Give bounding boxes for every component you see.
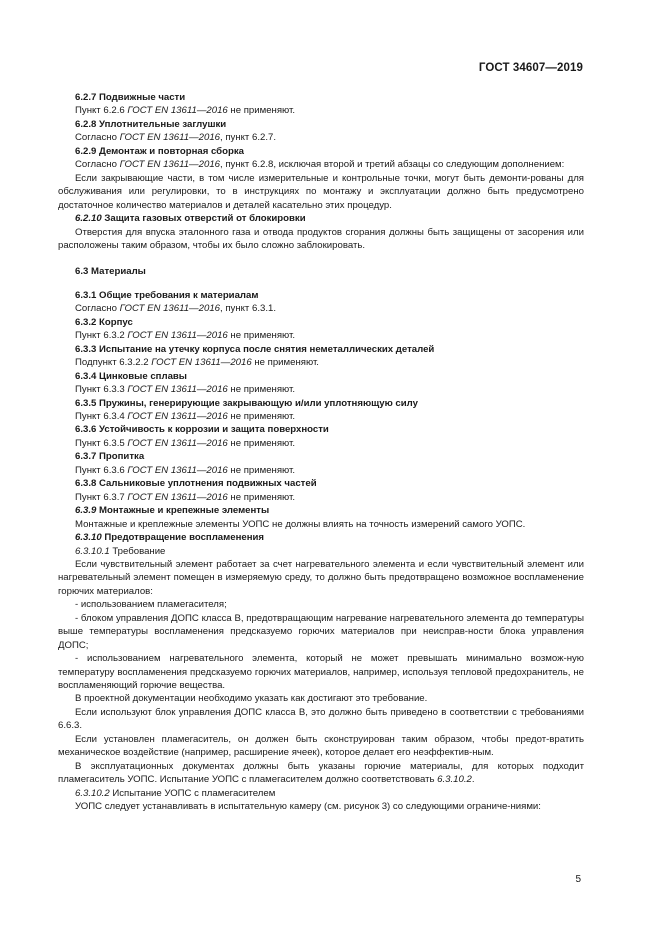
section-number: 6.2.9: [75, 145, 97, 157]
text-run: Согласно: [75, 132, 120, 144]
paragraph: Если закрывающие части, в том числе измерительные и контрольные точки, могут быть демонти-рованы для обслуживания или регулировки, то в инструкциях по монтажу и эксплуатации должно быть предусмотрено достаточное количество материалов и деталей касательно этих процедур.: [58, 172, 584, 211]
section-heading: [58, 504, 584, 517]
paragraph: Монтажные и креплежные элементы УОПС не должны влиять на точность измерений самого УОПС.: [75, 518, 526, 530]
paragraph: [58, 158, 584, 171]
section-title: Пропитка: [99, 451, 145, 463]
text-run: Пункт 6.3.7: [75, 491, 128, 503]
section-heading: [58, 316, 584, 329]
section-heading: [58, 91, 584, 104]
section-title: Испытание на утечку корпуса после снятия неметаллических деталей: [99, 343, 435, 355]
subsection-heading: [58, 545, 584, 558]
standard-reference: ГОСТ EN 13611—2016: [119, 132, 220, 144]
section-heading: [58, 450, 584, 463]
paragraph: В проектной документации необходимо указать как достигают это требование.: [75, 693, 428, 705]
section-number: 6.3: [75, 266, 89, 278]
text-run: не применяют.: [227, 464, 296, 476]
subsection-number: 6.3.10.2: [75, 787, 110, 799]
paragraph: [58, 437, 584, 450]
section-title: Монтажные и крепежные элементы: [99, 505, 270, 517]
standard-reference: ГОСТ EN 13611—2016: [127, 464, 228, 476]
text-run: Пункт 6.3.3: [75, 384, 128, 396]
paragraph: Если установлен пламегаситель, он должен быть сконструирован таким образом, чтобы предот-вратить механическое воздействие (например, расширение ячеек), которое делает его неэффектив-ным.: [58, 733, 584, 759]
paragraph: - блоком управления ДОПС класса В, предотвращающим нагревание нагревательного элемента до температуры выше температуры воспламенения предсказуемо горючих материалов при неисправ-ности блока управления ДОПС;: [58, 612, 584, 651]
section-title: Уплотнительные заглушки: [99, 118, 227, 130]
standard-reference: ГОСТ EN 13611—2016: [127, 491, 228, 503]
paragraph: [58, 464, 584, 477]
section-heading: [58, 370, 584, 383]
section-title: Материалы: [91, 266, 146, 278]
standard-reference: ГОСТ EN 13611—2016: [127, 410, 228, 422]
standard-reference: ГОСТ EN 13611—2016: [127, 437, 228, 449]
section-title: Общие требования к материалам: [99, 289, 259, 301]
text-run: Пункт 6.3.5: [75, 437, 128, 449]
text-run: Пункт 6.3.4: [75, 410, 128, 422]
section-title: Защита газовых отверстий от блокировки: [104, 213, 306, 225]
section-title: Демонтаж и повторная сборка: [99, 145, 244, 157]
standard-reference: ГОСТ EN 13611—2016: [119, 159, 220, 171]
text-run: не применяют.: [227, 384, 296, 396]
section-title: Предотвращение воспламенения: [104, 532, 264, 544]
subsection-title: Испытание УОПС с пламегасителем: [112, 787, 276, 799]
text-run: Пункт 6.3.6: [75, 464, 128, 476]
section-heading: [58, 289, 584, 302]
paragraph: Отверстия для впуска эталонного газа и отвода продуктов сгорания должны быть защищены от засорения или расположены таким образом, чтобы их было сложно заблокировать.: [58, 226, 584, 251]
standard-reference: ГОСТ EN 13611—2016: [151, 357, 252, 369]
section-number: 6.3.1: [75, 289, 97, 301]
text-run: , пункт 6.2.7.: [220, 132, 276, 144]
text-run: .: [471, 774, 475, 786]
document-header: ГОСТ 34607—2019: [478, 62, 583, 74]
standard-reference: ГОСТ EN 13611—2016: [127, 330, 228, 342]
section-heading: [58, 531, 584, 544]
section-number: 6.2.7: [75, 92, 97, 103]
paragraph: [58, 760, 584, 787]
text-run: , пункт 6.2.8, исключая второй и третий абзацы со следующим дополнением:: [220, 159, 565, 171]
standard-reference: ГОСТ EN 13611—2016: [127, 105, 228, 117]
subsection-number: 6.3.10.1: [75, 545, 110, 557]
section-number: 6.3.3: [75, 343, 97, 355]
text-run: не применяют.: [227, 330, 296, 342]
text-run: Согласно: [75, 159, 120, 171]
text-run: не применяют.: [227, 491, 296, 503]
paragraph: [58, 104, 584, 117]
section-title: Устойчивость к коррозии и защита поверхности: [99, 424, 329, 436]
paragraph: - использованием пламегасителя;: [75, 599, 227, 611]
section-heading: [58, 118, 584, 131]
spacer: [58, 252, 584, 265]
section-title: Пружины, генерирующие закрывающую и/или уплотняющую силу: [99, 397, 418, 409]
text-run: В эксплуатационных документах должны быть указаны горючие материалы, для которых подходит пламегаситель УОПС. Испытание УОПС с пламегасителем должно соответствовать: [58, 760, 584, 786]
paragraph: - использованием нагревательного элемента, который не может превышать минимально возмож-ную температуру воспламенения предсказуемо горючих материалов, например, используя тепловой предохранитель, не воспламеняющий горючие вещества.: [58, 653, 584, 692]
subsection-title: Требование: [112, 545, 166, 557]
paragraph: Если используют блок управления ДОПС класса В, это должно быть приведено в соответствии с требованиями 6.6.3.: [58, 706, 584, 732]
paragraph: [58, 383, 584, 396]
text-run: Пункт 6.2.6: [75, 105, 128, 117]
paragraph: [58, 131, 584, 144]
paragraph: [58, 491, 584, 504]
section-heading: [58, 265, 584, 278]
section-title: Корпус: [99, 316, 133, 328]
text-run: Согласно: [75, 303, 120, 315]
paragraph: Если чувствительный элемент работает за счет нагревательного элемента и если чувствительный элемент или нагревательный элемент помещен в измеряемую среду, то должно быть предотвращено возможное воспламенение горючих материалов:: [58, 558, 584, 597]
section-number: 6.2.10: [75, 213, 102, 225]
standard-reference: ГОСТ EN 13611—2016: [127, 384, 228, 396]
clause-reference: 6.3.10.2: [437, 774, 472, 786]
paragraph: [58, 356, 584, 369]
section-number: 6.3.7: [75, 451, 97, 463]
paragraph: УОПС следует устанавливать в испытательную камеру (см. рисунок 3) со следующими ограниче-ниями:: [75, 801, 541, 813]
paragraph: [58, 410, 584, 423]
text-run: не применяют.: [227, 437, 296, 449]
text-run: не применяют.: [227, 410, 296, 422]
paragraph: [58, 302, 584, 315]
section-number: 6.3.5: [75, 397, 97, 409]
section-title: Подвижные части: [99, 92, 186, 103]
section-number: 6.2.8: [75, 118, 97, 130]
text-run: не применяют.: [227, 105, 296, 117]
document-body: [58, 91, 584, 814]
section-heading: [58, 477, 584, 490]
section-heading: [58, 343, 584, 356]
paragraph: [58, 329, 584, 342]
section-heading: [58, 423, 584, 436]
text-run: Подпункт 6.3.2.2: [75, 357, 152, 369]
spacer: [58, 279, 584, 289]
section-heading: [58, 212, 584, 225]
text-run: не применяют.: [251, 357, 319, 369]
subsection-heading: [58, 787, 584, 800]
page-number: 5: [575, 874, 581, 885]
section-heading: [58, 145, 584, 158]
section-number: 6.3.4: [75, 370, 97, 382]
standard-reference: ГОСТ EN 13611—2016: [119, 303, 220, 315]
section-heading: [58, 397, 584, 410]
section-number: 6.3.2: [75, 316, 97, 328]
text-run: Пункт 6.3.2: [75, 330, 128, 342]
section-number: 6.3.10: [75, 532, 102, 544]
section-title: Сальниковые уплотнения подвижных частей: [99, 478, 317, 490]
section-number: 6.3.9: [75, 505, 97, 517]
section-number: 6.3.6: [75, 424, 97, 436]
text-run: , пункт 6.3.1.: [220, 303, 276, 315]
section-number: 6.3.8: [75, 478, 97, 490]
section-title: Цинковые сплавы: [99, 370, 187, 382]
